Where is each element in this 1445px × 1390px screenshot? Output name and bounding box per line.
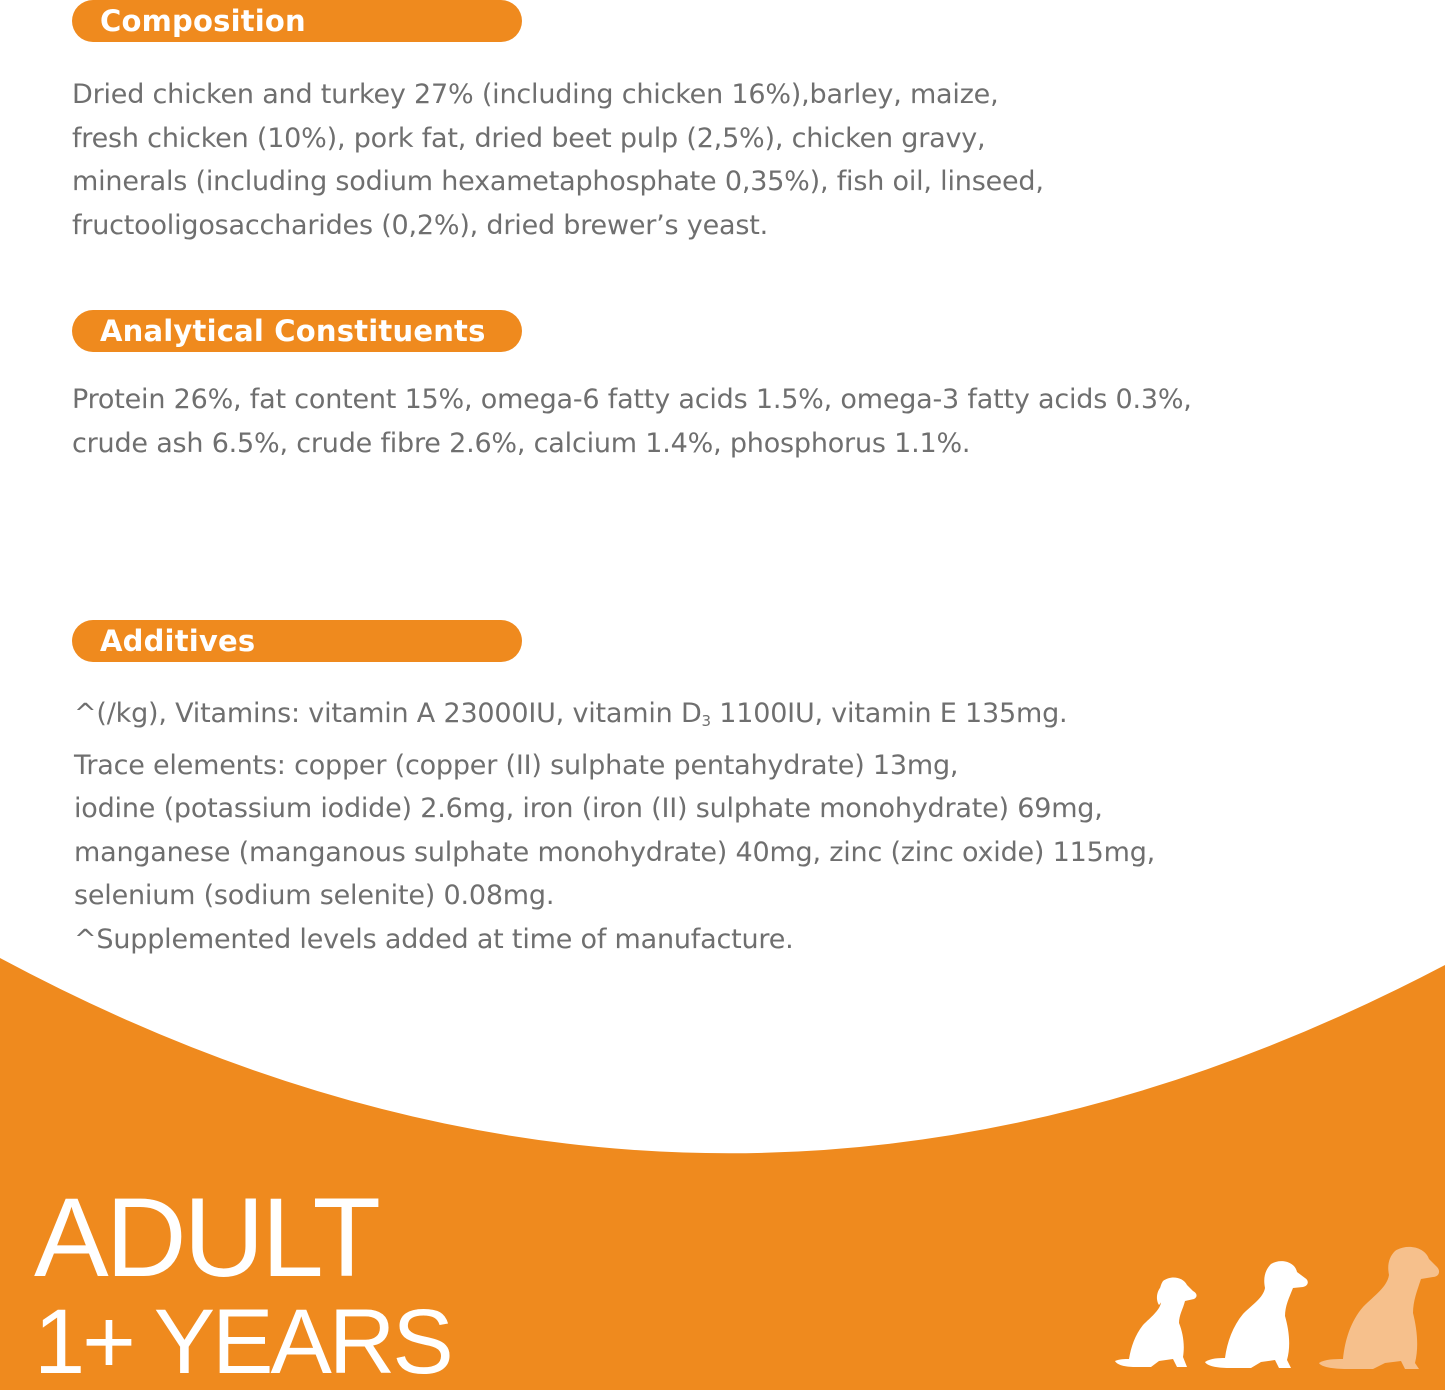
- composition-line: fresh chicken (10%), pork fat, dried beet pulp (2,5%), chicken gravy,: [72, 122, 986, 154]
- analytical-heading: Analytical Constituents: [100, 314, 486, 348]
- large-dog-sitting-icon: [1319, 1247, 1439, 1369]
- additives-heading-pill: [72, 620, 522, 662]
- additives-line: Trace elements: copper (copper (II) sulphate pentahydrate) 13mg,: [74, 749, 959, 781]
- analytical-line: Protein 26%, fat content 15%, omega-6 fatty acids 1.5%, omega-3 fatty acids 0.3%,: [72, 384, 1192, 415]
- vitamins-text-start: ^(/kg), Vitamins: vitamin A 23000IU, vitamin D: [74, 698, 702, 729]
- composition-line: fructooligosaccharides (0,2%), dried brewer’s yeast.: [72, 209, 768, 241]
- age-headline: [34, 1175, 451, 1390]
- additives-line: selenium (sodium selenite) 0.08mg.: [74, 880, 555, 911]
- analytical-line: crude ash 6.5%, crude fibre 2.6%, calcium 1.4%, phosphorus 1.1%.: [72, 427, 971, 459]
- additives-heading: Additives: [100, 624, 256, 658]
- additives-line-vitamins: [74, 692, 1155, 744]
- age-title: ADULT: [34, 1175, 378, 1300]
- composition-line: Dried chicken and turkey 27% (including chicken 16%),barley, maize,: [72, 79, 999, 110]
- additives-line: ^Supplemented levels added at time of manufacture.: [74, 923, 794, 955]
- vitamins-text-end: 1100IU, vitamin E 135mg.: [710, 698, 1068, 729]
- puppy-sitting-icon: [1115, 1278, 1197, 1367]
- analytical-text: [72, 378, 1192, 465]
- composition-heading-pill: [72, 0, 522, 42]
- dog-sitting-icon: [1205, 1261, 1308, 1368]
- composition-line: minerals (including sodium hexametaphosphate 0,35%), fish oil, linseed,: [72, 166, 1044, 197]
- composition-heading: Composition: [100, 4, 306, 38]
- composition-text: [72, 73, 1044, 247]
- additives-text: [74, 692, 1155, 961]
- vitamin-d-subscript: 3: [701, 712, 711, 730]
- additives-line: iodine (potassium iodide) 2.6mg, iron (iron (II) sulphate monohydrate) 69mg,: [74, 793, 1103, 824]
- additives-line: manganese (manganous sulphate monohydrate) 40mg, zinc (zinc oxide) 115mg,: [74, 836, 1156, 868]
- dog-silhouettes: [1105, 1245, 1445, 1375]
- age-subtitle: 1+ YEARS: [34, 1291, 451, 1390]
- analytical-heading-pill: [72, 310, 522, 352]
